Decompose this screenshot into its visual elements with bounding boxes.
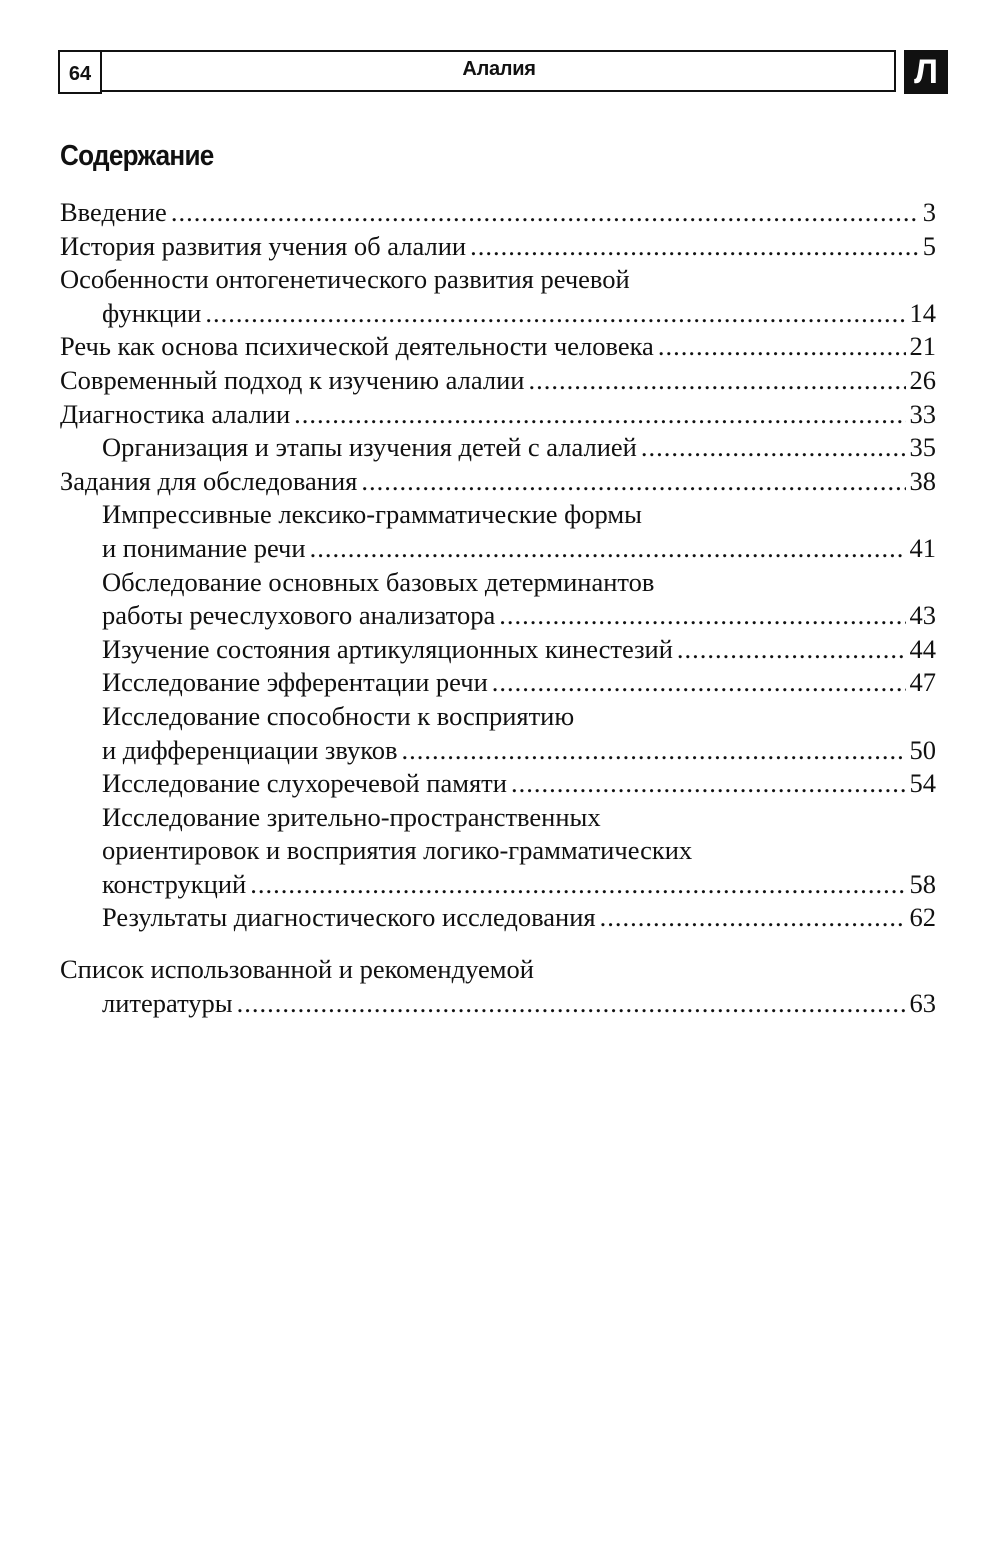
header-rule [102, 90, 896, 92]
dot-leader [250, 868, 905, 902]
toc-page-number: 38 [909, 465, 936, 496]
toc-page-number: 63 [909, 987, 936, 1018]
dot-leader [677, 633, 906, 667]
toc-entry [60, 901, 936, 935]
toc-entry-final-line [60, 297, 936, 331]
toc-entry-title: работы речеслухового анализатора [102, 600, 496, 631]
toc-page-number: 21 [909, 331, 936, 362]
toc-entry [60, 330, 936, 364]
toc-entry-title: Результаты диагностического исследования [102, 902, 596, 933]
toc-page-number: 50 [909, 734, 936, 765]
toc-entry [60, 767, 936, 801]
running-title: Алалия [462, 58, 536, 80]
dot-leader [511, 767, 906, 801]
toc-entry [60, 633, 936, 667]
toc-entry-title: функции [102, 297, 202, 328]
dot-leader [361, 465, 905, 499]
toc-page-number: 62 [909, 902, 936, 933]
toc-entry [60, 431, 936, 465]
toc-entry-final-line [60, 330, 936, 364]
toc-entry-line: Список использованной и рекомендуемой [60, 954, 534, 985]
dot-leader [600, 901, 906, 935]
toc-entry-title: Речь как основа психической деятельности человека [60, 331, 654, 362]
toc-entry-title: конструкций [102, 868, 247, 899]
toc-entry-title: и понимание речи [102, 532, 306, 563]
toc-entry [60, 498, 936, 565]
toc-entry-final-line [60, 987, 936, 1021]
toc-page-number: 47 [909, 667, 936, 698]
toc-entry-final-line [60, 633, 936, 667]
toc-entry-line: Обследование основных базовых детерминантов [102, 566, 655, 597]
toc-title: Содержание [60, 140, 214, 172]
toc-entry-final-line [60, 196, 936, 230]
toc-entry-title: Современный подход к изучению алалии [60, 364, 525, 395]
dot-leader [294, 398, 905, 432]
dot-leader [310, 532, 906, 566]
toc-page-number: 54 [909, 768, 936, 799]
toc-entry-final-line [60, 431, 936, 465]
toc-entry-title: История развития учения об алалии [60, 230, 467, 261]
toc-entry-title: и дифференциации звуков [102, 734, 398, 765]
toc-entry-final-line [60, 901, 936, 935]
toc-entry-title: Исследование эфферентации речи [102, 667, 488, 698]
dot-leader [499, 599, 905, 633]
toc-entry [60, 398, 936, 432]
toc-entry-line: Исследование способности к восприятию [102, 700, 575, 731]
header-rule [102, 50, 896, 52]
toc-entry-title: Исследование слухоречевой памяти [102, 768, 507, 799]
toc-page-number: 35 [909, 432, 936, 463]
dot-leader [470, 230, 919, 264]
toc-page-number: 33 [909, 398, 936, 429]
dot-leader [402, 734, 906, 768]
toc-entry-final-line [60, 666, 936, 700]
toc-entry-title: Диагностика алалии [60, 398, 291, 429]
toc-entry [60, 263, 936, 330]
toc-entry [60, 666, 936, 700]
toc-entry [60, 465, 936, 499]
toc-page-number: 44 [909, 633, 936, 664]
toc-entry-final-line [60, 767, 936, 801]
toc-entry [60, 364, 936, 398]
page-number: 64 [58, 50, 102, 94]
dot-leader [237, 987, 906, 1021]
running-header [58, 50, 948, 94]
toc-entry-final-line [60, 230, 936, 264]
toc-entry-line: Импрессивные лексико-грамматические формы [102, 499, 642, 530]
toc-entry-title: литературы [102, 987, 233, 1018]
dot-leader [171, 196, 919, 230]
toc-entry-final-line [60, 868, 936, 902]
toc-entry [60, 230, 936, 264]
toc-entry [60, 953, 936, 1020]
toc-entry-final-line [60, 532, 936, 566]
toc-entry-final-line [60, 364, 936, 398]
toc-entry [60, 566, 936, 633]
toc-entry-title: Изучение состояния артикуляционных кинестезий [102, 633, 673, 664]
toc-entry-line: Исследование зрительно-пространственных [102, 801, 601, 832]
toc-page-number: 58 [909, 868, 936, 899]
toc-page-number: 43 [909, 600, 936, 631]
table-of-contents [60, 196, 936, 1020]
toc-page-number: 14 [909, 297, 936, 328]
toc-entry-final-line [60, 599, 936, 633]
toc-entry-line: Особенности онтогенетического развития речевой [60, 264, 630, 295]
toc-entry [60, 801, 936, 902]
toc-entry-line: ориентировок и восприятия логико-грамматических [102, 835, 693, 866]
toc-entry [60, 196, 936, 230]
dot-leader [641, 431, 906, 465]
toc-entry-title: Задания для обследования [60, 465, 358, 496]
dot-leader [658, 330, 906, 364]
toc-page-number: 26 [909, 364, 936, 395]
toc-entry-final-line [60, 734, 936, 768]
toc-entry-final-line [60, 398, 936, 432]
toc-entry-final-line [60, 465, 936, 499]
toc-page-number: 41 [909, 532, 936, 563]
section-letter-tab: Л [904, 50, 948, 94]
dot-leader [205, 297, 905, 331]
toc-entry [60, 700, 936, 767]
toc-entry-title: Введение [60, 197, 167, 227]
toc-entry-title: Организация и этапы изучения детей с алалией [102, 432, 637, 463]
toc-page-number: 5 [922, 230, 936, 261]
dot-leader [528, 364, 905, 398]
dot-leader [492, 666, 906, 700]
toc-page-number: 3 [922, 197, 936, 227]
